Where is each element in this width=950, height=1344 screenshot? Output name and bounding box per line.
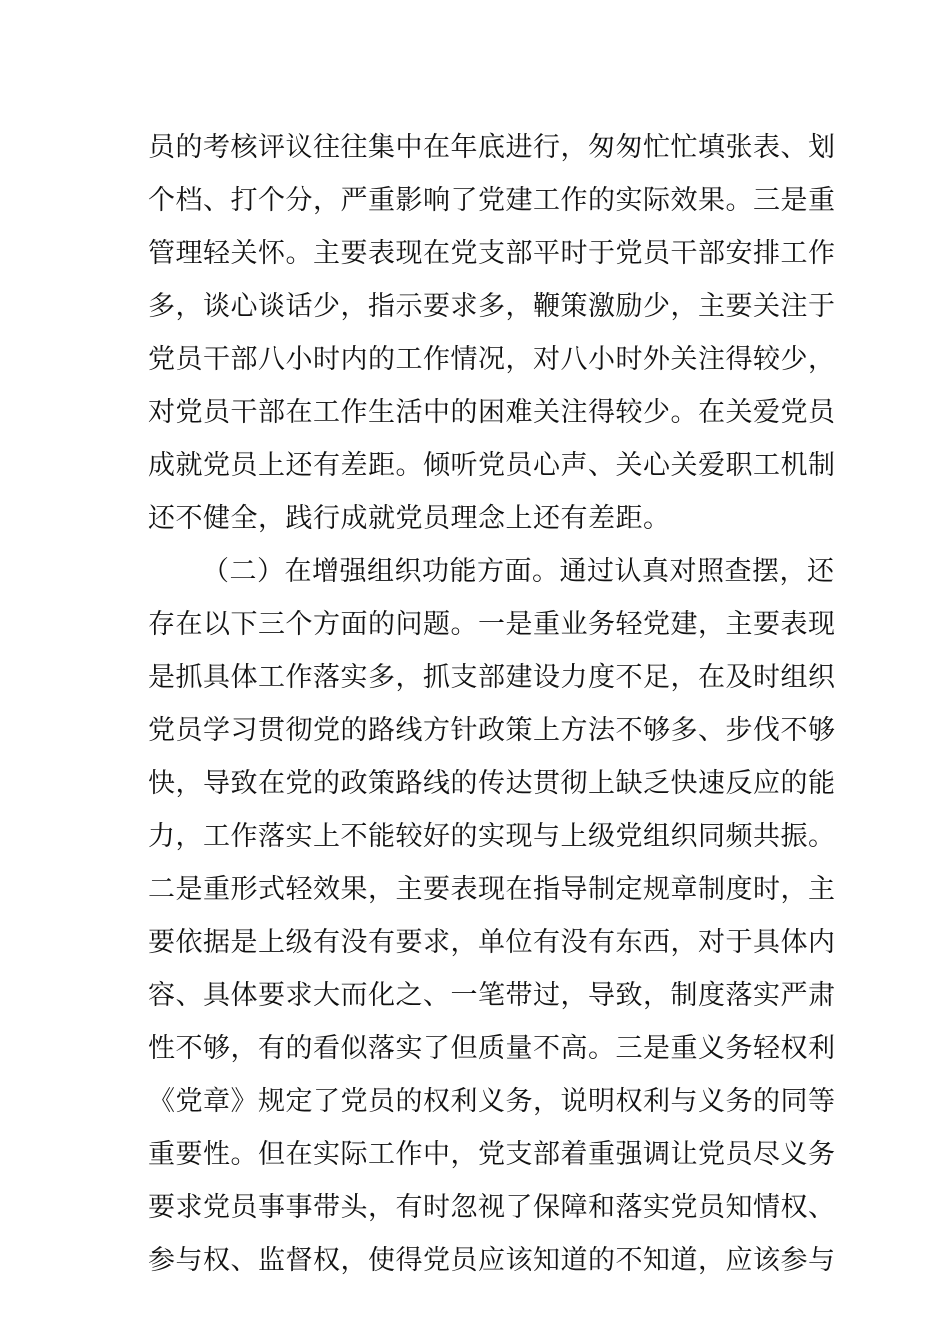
text-line: 参与权、监督权，使得党员应该知道的不知道，应该参与 bbox=[148, 1245, 836, 1276]
text-line: 二是重形式轻效果，主要表现在指导制定规章制度时，主 bbox=[148, 874, 836, 905]
text-line: 员的考核评议往往集中在年底进行，匆匆忙忙填张表、划 bbox=[148, 132, 836, 163]
text-line: 快，导致在党的政策路线的传达贯彻上缺乏快速反应的能 bbox=[148, 768, 836, 799]
text-line: 容、具体要求大而化之、一笔带过，导致，制度落实严肃 bbox=[148, 980, 836, 1011]
text-line: 党员干部八小时内的工作情况，对八小时外关注得较少， bbox=[148, 344, 836, 375]
text-line: 《党章》规定了党员的权利义务，说明权利与义务的同等 bbox=[148, 1086, 836, 1117]
paragraph-heading-line: （二）在增强组织功能方面。通过认真对照查摆，还 bbox=[202, 556, 835, 587]
text-line: 管理轻关怀。主要表现在党支部平时于党员干部安排工作 bbox=[148, 238, 836, 269]
text-line: 力，工作落实上不能较好的实现与上级党组织同频共振。 bbox=[148, 821, 836, 852]
text-line: 还不健全，践行成就党员理念上还有差距。 bbox=[148, 503, 671, 534]
text-line: 党员学习贯彻党的路线方针政策上方法不够多、步伐不够 bbox=[148, 715, 836, 746]
text-line: 个档、打个分，严重影响了党建工作的实际效果。三是重 bbox=[148, 185, 836, 216]
text-line: 要求党员事事带头，有时忽视了保障和落实党员知情权、 bbox=[148, 1192, 836, 1223]
text-line: 重要性。但在实际工作中，党支部着重强调让党员尽义务 bbox=[148, 1139, 836, 1170]
text-line: 是抓具体工作落实多，抓支部建设力度不足，在及时组织 bbox=[148, 662, 836, 693]
text-line: 对党员干部在工作生活中的困难关注得较少。在关爱党员 bbox=[148, 397, 836, 428]
text-line: 成就党员上还有差距。倾听党员心声、关心关爱职工机制 bbox=[148, 450, 836, 481]
text-line: 多，谈心谈话少，指示要求多，鞭策激励少，主要关注于 bbox=[148, 291, 836, 322]
text-line: 要依据是上级有没有要求，单位有没有东西，对于具体内 bbox=[148, 927, 836, 958]
text-line: 性不够，有的看似落实了但质量不高。三是重义务轻权利 bbox=[148, 1033, 836, 1064]
text-line: 存在以下三个方面的问题。一是重业务轻党建，主要表现 bbox=[148, 609, 836, 640]
